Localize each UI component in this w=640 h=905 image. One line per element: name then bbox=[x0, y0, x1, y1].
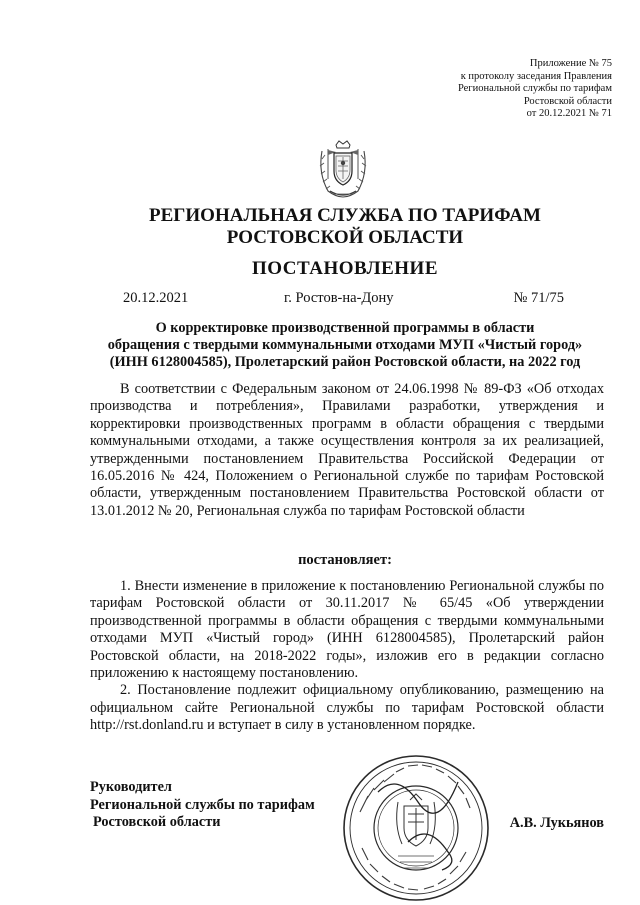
document-number: № 71/75 bbox=[513, 290, 564, 306]
signatory-title-line1: Руководител bbox=[90, 779, 172, 795]
appendix-note bbox=[352, 58, 612, 121]
appendix-line: к протоколу заседания Правления bbox=[460, 70, 612, 82]
organization-name-line2: РОСТОВСКОЙ ОБЛАСТИ bbox=[226, 227, 464, 248]
official-seal-icon bbox=[338, 752, 494, 905]
document-type: ПОСТАНОВЛЕНИЕ bbox=[251, 258, 439, 279]
document-city: г. Ростов-на-Дону bbox=[284, 290, 394, 306]
coat-of-arms-icon bbox=[316, 139, 370, 201]
preamble bbox=[90, 381, 604, 520]
organization-name bbox=[90, 205, 600, 249]
document-subject bbox=[90, 320, 600, 371]
subject-line3: (ИНН 6128004585), Пролетарский район Ростовской области, на 2022 год bbox=[109, 354, 581, 370]
decree-heading: постановляет: bbox=[298, 552, 392, 568]
signatory-title-line2: Региональной службы по тарифам bbox=[90, 796, 315, 813]
appendix-line: от 20.12.2021 № 71 bbox=[526, 108, 612, 119]
resolution-items bbox=[90, 578, 604, 735]
organization-name-line1: РЕГИОНАЛЬНАЯ СЛУЖБА ПО ТАРИФАМ bbox=[149, 205, 541, 226]
subject-line2: обращения с твердыми коммунальными отходами МУП «Чистый город» bbox=[107, 337, 583, 353]
document-meta bbox=[90, 290, 600, 308]
signatory-title bbox=[90, 779, 315, 832]
preamble-paragraph: В соответствии с Федеральным законом от 24.06.1998 № 89-ФЗ «Об отходах производства и потребления», Правилами разработки, утверждения и корректировки производственных программ в области обращения с твердыми коммунальными отходами, а также осуществления контроля за их реализацией, утвержденными постановлением Правительства Российской Федерации от 16.05.2016 № 424, Положением о Региональной службе по тарифам Ростовской области, утвержденным постановлением Правительства Ростовской области от 13.01.2012 № 20, Региональная служба по тарифам Ростовской области bbox=[90, 381, 604, 519]
signatory-title-line3: Ростовской области bbox=[93, 814, 221, 830]
appendix-line: Ростовской области bbox=[523, 95, 612, 107]
signatory-name: А.В. Лукьянов bbox=[509, 815, 604, 831]
subject-line1: О корректировке производственной программы в области bbox=[155, 320, 535, 336]
resolution-item-2: 2. Постановление подлежит официальному опубликованию, размещению на официальном сайте Региональной службы по тарифам Ростовской области http://rst.donland.ru и вступает в силу в установленном порядке. bbox=[90, 682, 604, 734]
appendix-line: Региональной службы по тарифам bbox=[457, 83, 612, 94]
resolution-item-1: 1. Внести изменение в приложение к постановлению Региональной службы по тарифам Ростовской области от 30.11.2017 № 65/45 «Об утверждении производственной программы в области обращения с твердыми коммунальными отходами МУП «Чистый город» (ИНН 6128004585), Пролетарский район Ростовской области, на 2018-2022 годы», изложив его в редакции согласно приложению к настоящему постановлению. bbox=[90, 578, 604, 682]
appendix-line: Приложение № 75 bbox=[529, 58, 612, 69]
document-date: 20.12.2021 bbox=[123, 290, 189, 306]
